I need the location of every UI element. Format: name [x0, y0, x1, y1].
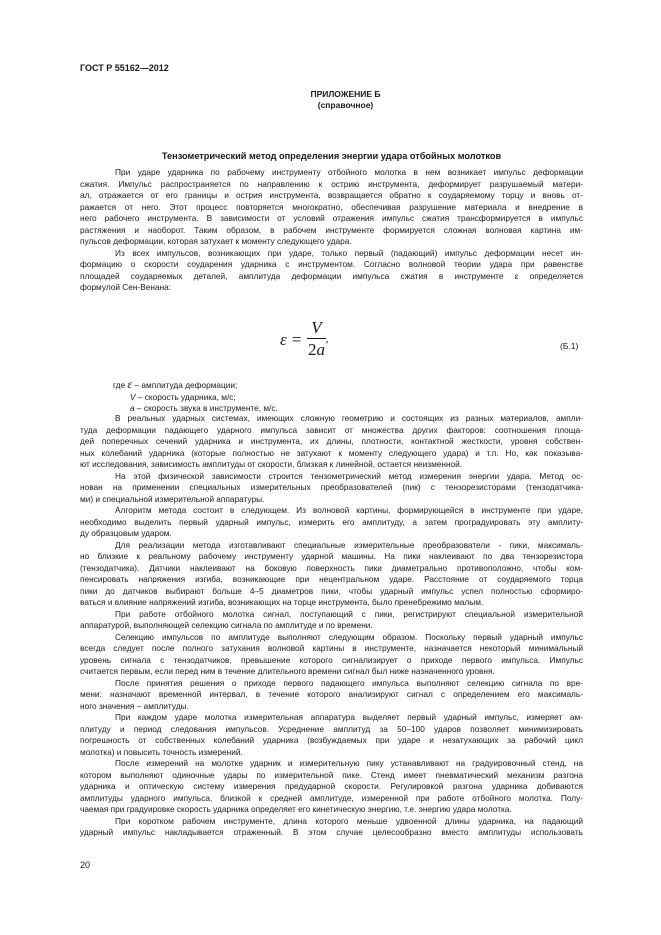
text-line: считается первым, если перед ним в течение длительного времени сигнал был ниже назначенного уровня.: [80, 666, 495, 676]
text-line: необходимо выделить первый ударный импульс, измерить его амплитуду, а затем проградуировать эту амплиту-: [80, 516, 583, 527]
paragraph: [80, 540, 583, 609]
body-text-bottom: [80, 413, 583, 839]
text-line: формулой Сен-Венана:: [80, 282, 172, 292]
where-symbol: a: [130, 403, 135, 413]
paragraph: [80, 816, 583, 839]
text-line: пенсировать напряжения изгиба, возникающие при нецентральном ударе. Расстояние от соударяемого торца: [80, 574, 583, 584]
where-text: – амплитуда деформации;: [132, 380, 238, 390]
text-line: ми) и специальной измерительной аппаратуры.: [80, 493, 265, 504]
text-line: но близкие к реальному рабочему инструменту ударной машины. На пики наклеивают по два тензорезистора: [80, 551, 583, 561]
text-line: При каждом ударе молотка измерительная аппаратура выделяет первый ударный импульс, измеряет ам-: [115, 712, 583, 722]
text-line: площадей соударяемых деталей, амплитуда деформации импульса сжатия в инструменте ε определяется: [80, 270, 583, 281]
text-line: туда деформации падающего ударного импульса зависит от множества других факторов: соотношения площа-: [80, 424, 583, 435]
text-line: После измерений на молотке ударник и измерительную пику устанавливают на градуировочный стенд, на: [115, 758, 583, 768]
text-line: При коротком рабочем инструменте, длина которого меньше удвоенной длины ударника, на падающий: [115, 815, 583, 826]
paragraph: [80, 413, 583, 471]
where-text: – скорость звука в инструменте, м/с.: [134, 403, 278, 413]
paragraph: [80, 167, 583, 248]
paragraph: [80, 609, 583, 632]
where-list: [80, 379, 278, 415]
text-line: Для реализации метода изготавливают специальные измерительные преобразователи - пики, максималь-: [115, 539, 583, 550]
paragraph: [80, 678, 583, 713]
equation-number: (Б.1): [560, 341, 579, 351]
text-line: погрешность от собственных колебаний ударника (возбуждаемых при ударе и незатухающих за рабочий цикл: [80, 735, 583, 745]
paragraph: [80, 505, 583, 540]
text-line: ударный импульс накладывается отраженный. В этом случае целесообразно вместо амплитуды использовать: [80, 827, 583, 837]
formula-numerator: V: [307, 318, 325, 339]
paragraph: [80, 471, 583, 506]
formula-comma: ,: [325, 332, 329, 345]
text-line: пульсов деформации, которая затухает к моменту следующего удара.: [80, 236, 352, 246]
section-title: Тензометрический метод определения энергии удара отбойных молотков: [161, 151, 502, 161]
text-line: всегда следует после полного затухания волновой картины в инструменте, назначается некоторый минимальный: [80, 643, 583, 653]
page-number: 20: [80, 860, 91, 870]
text-line: котором выполняют одиночные удары по измерительной пике. Стенд имеет пневматический механизм разгона: [80, 769, 583, 780]
text-line: ду образцовым ударом.: [80, 528, 172, 538]
text-line: ваться и влияние напряжений изгиба, возникающих на торце инструмента, было пренебрежимо малым.: [80, 597, 484, 607]
text-line: Из всех импульсов, возникающих при ударе, только первый (падающий) импульс деформации несет ин-: [115, 247, 583, 258]
text-line: амплитуды ударного импульса, близкой к средней амплитуде, измеренной при работе отбойного молотка. Полу-: [80, 792, 583, 803]
where-item: [80, 379, 278, 392]
annex-subtitle: (справочное): [317, 100, 374, 110]
text-line: В реальных ударных системах, имеющих сложную геометрию и состоящих из разных материалов, ампли-: [115, 413, 583, 423]
denominator-number: 2: [307, 340, 317, 359]
text-line: ал, отражается от его границы и острия инструмента, возвращается обратно к соударяемому торцу и вновь от-: [80, 190, 583, 200]
text-line: дей поперечных сечений ударника и инструмента, их длины, плотности, контактной жесткости, уровня собствен-: [80, 436, 583, 446]
formula-equals: =: [291, 329, 302, 349]
annex-heading: [0, 89, 661, 111]
text-line: молотка) и повысить точность измерений.: [80, 746, 243, 757]
text-line: Селекцию импульсов по амплитуде выполняют следующим образом. Поскольку первый ударный импульс: [115, 631, 583, 642]
text-line: уровень сигнала с тензодатчиков, превышение которого сигнализирует о приходе первого импульса. Импульс: [80, 654, 583, 665]
text-line: нован на применении специальных измерительных преобразователей (пик) с тензорезисторами (тензодатчика-: [80, 482, 583, 492]
text-line: растяжения и наоборот. Таким образом, в рабочем инструменте формируется сложная волновая картина им-: [80, 224, 583, 235]
where-symbol: V: [130, 391, 136, 402]
text-line: формацию о скорости соударения ударника с инструментом. Согласно волновой теории удара при равенстве: [80, 259, 583, 269]
text-line: аппаратурой, выполняющей селекцию сигнала по амплитуде и по времени.: [80, 620, 373, 630]
text-line: После принятия решения о приходе первого падающего импульса выполняют селекцию сигнала по вре-: [115, 677, 583, 688]
text-line: чаемая при градуировке скорость ударника определяет его кинетическую энергию, т.е. энергию удара молотка.: [80, 804, 512, 814]
text-line: ных колебаний ударника (которые полностью не затухают к моменту следующего удара) и т.п. Но, как показыва-: [80, 447, 583, 458]
document-id: ГОСТ Р 55162—2012: [80, 63, 169, 73]
text-line: пики до датчиков выбирают больше 4–5 диаметров пики, чтобы ударный импульс успел полностью сформиро-: [80, 585, 583, 596]
where-symbol: ε: [127, 377, 133, 391]
where-item: [80, 392, 278, 404]
formula-fraction: [307, 318, 325, 361]
text-line: (тензодатчика). Датчики наклеивают на боковую поверхность пики диаметрально противоположно, чтобы ком-: [80, 562, 583, 573]
formula-lhs: ε: [280, 329, 287, 349]
where-prefix: где: [113, 380, 126, 390]
paragraph: [80, 248, 583, 294]
text-line: На этой физической зависимости строится тензометрический метод измерения энергии удара. Метод ос-: [115, 470, 583, 481]
text-line: ударника и оптическую систему измерения предударной скорости. Регулировкой разгона ударника добиваются: [80, 781, 583, 791]
text-line: ют исследования, зависимость амплитуды от скорости, близкая к линейной, остается неизменной.: [80, 459, 463, 469]
body-text-top: [80, 167, 583, 294]
text-line: ного значения – амплитуды.: [80, 700, 189, 711]
paragraph: [80, 712, 583, 758]
text-line: Алгоритм метода состоит в следующем. Из волновой картины, формирующейся в инструменте при ударе,: [115, 505, 583, 515]
denominator-variable: a: [316, 340, 325, 359]
text-line: При ударе ударника по рабочему инструменту отбойного молотка в нем возникает импульс деформации: [115, 167, 583, 177]
text-line: плитуду и период следования импульсов. Усреднение амплитуд за 50–100 ударов позволяет минимизировать: [80, 723, 583, 734]
formula-denominator: [308, 339, 325, 361]
where-text: – скорость ударника, м/с;: [135, 391, 236, 402]
annex-title: ПРИЛОЖЕНИЕ Б: [310, 89, 381, 99]
formula-b1: [280, 318, 328, 361]
paragraph: [80, 758, 583, 816]
text-line: При работе отбойного молотка сигнал, поступающий с пики, регистрируют специальной измерительной: [115, 608, 583, 619]
text-line: сжатия. Импульс распространяется по направлению к острию инструмента, деформирует разрушаемый матери-: [80, 178, 583, 189]
text-line: него рабочего инструмента. В зависимости от условий отражения импульс сжатия трансформируется в импульс: [80, 213, 583, 223]
text-line: ражается от него. Этот процесс повторяется многократно, обеспечивая разрушение материала и внедрение в: [80, 201, 583, 212]
text-line: мени: назначают временной интервал, в течение которого анализируют сигнал с определением его максималь-: [80, 689, 583, 699]
paragraph: [80, 632, 583, 678]
